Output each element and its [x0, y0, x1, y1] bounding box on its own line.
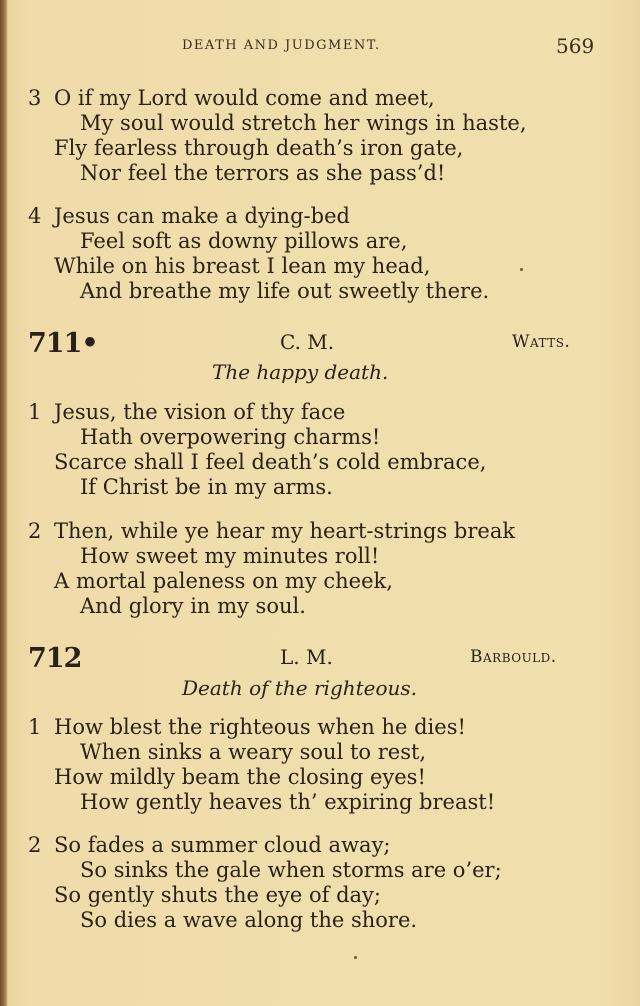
verse-line: A mortal paleness on my cheek, [54, 569, 393, 593]
hymn-title: The happy death. [212, 360, 389, 384]
stanza-number: 2 [28, 519, 42, 543]
verse-line: And glory in my soul. [80, 594, 306, 618]
verse-line: How blest the righteous when he dies! [54, 715, 466, 739]
hymn-711-heading [0, 328, 640, 358]
running-head: DEATH AND JUDGMENT. [182, 38, 381, 53]
stanza-number: 2 [28, 833, 42, 857]
verse-line: When sinks a weary soul to rest, [80, 740, 427, 764]
verse-line: Jesus, the vision of thy face [54, 400, 346, 424]
verse-line: Then, while ye hear my heart-strings break [54, 519, 516, 543]
verse-line: So sinks the gale when storms are o’er; [80, 858, 502, 882]
stanza-number: 3 [28, 86, 42, 110]
verse-line: O if my Lord would come and meet, [54, 86, 435, 110]
verse-line: While on his breast I lean my head, [54, 254, 431, 278]
page-number: 569 [556, 34, 595, 58]
verse-line: So fades a summer cloud away; [54, 833, 391, 857]
verse-line: How sweet my minutes roll! [80, 544, 380, 568]
hymn-author: Barbould. [470, 647, 557, 667]
verse-line: So gently shuts the eye of day; [54, 883, 381, 907]
verse-line: So dies a wave along the shore. [80, 908, 418, 932]
verse-line: My soul would stretch her wings in haste, [80, 111, 527, 135]
verse-line: Fly fearless through death’s iron gate, [54, 136, 464, 160]
hymn-title: Death of the righteous. [182, 676, 418, 700]
hymn-712-heading [0, 643, 640, 673]
stanza-number: 4 [28, 204, 42, 228]
verse-line: Jesus can make a dying-bed [54, 204, 350, 228]
verse-line: How mildly beam the closing eyes! [54, 765, 426, 789]
print-speck [520, 268, 523, 271]
hymn-meter: C. M. [280, 330, 335, 354]
verse-line: Feel soft as downy pillows are, [80, 229, 408, 253]
hymn-number: 711• [28, 328, 98, 359]
verse-line: Nor feel the terrors as she pass’d! [80, 161, 446, 185]
verse-line: How gently heaves th’ expiring breast! [80, 790, 496, 814]
hymn-number: 712 [28, 643, 82, 674]
print-speck [354, 956, 357, 959]
stanza-number: 1 [28, 715, 42, 739]
hymn-author: Watts. [512, 332, 571, 352]
page-header [0, 34, 640, 58]
verse-line: If Christ be in my arms. [80, 475, 333, 499]
verse-line: Hath overpowering charms! [80, 425, 381, 449]
verse-line: Scarce shall I feel death’s cold embrace, [54, 450, 487, 474]
book-spine [0, 0, 8, 1006]
hymn-meter: L. M. [280, 645, 333, 669]
verse-line: And breathe my life out sweetly there. [80, 279, 490, 303]
stanza-number: 1 [28, 400, 42, 424]
